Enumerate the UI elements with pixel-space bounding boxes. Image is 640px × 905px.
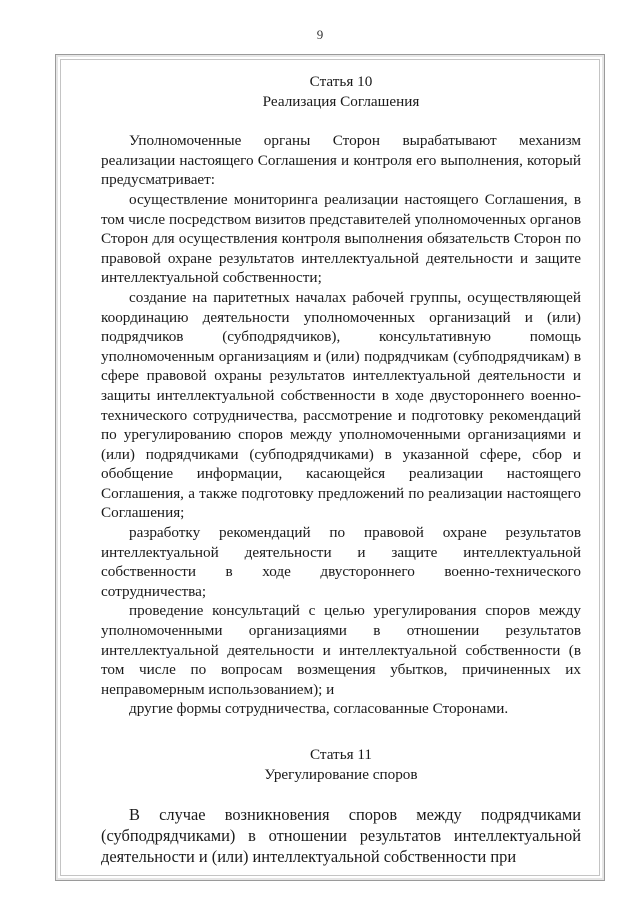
article-10-number: Статья 10: [309, 73, 373, 90]
document-body: [101, 72, 581, 867]
page-number: 9: [316, 27, 324, 42]
article-10-title: Реализация Соглашения: [262, 92, 420, 110]
article-11: [101, 745, 581, 867]
section-spacer: [101, 719, 581, 745]
article-10-paragraph-6: другие формы сотрудничества, согласованные Сторонами.: [129, 700, 509, 718]
article-10-paragraph-5: проведение консультаций с целью урегулирования споров между уполномоченными организациями в отношении результатов интеллектуальной деятельности и интеллектуальной собственности (в том числе по вопросам возмещения убытков, причиненных их неправомерным использованием); и: [101, 602, 581, 698]
article-11-body: [101, 804, 581, 867]
article-10-paragraph-3: создание на паритетных началах рабочей группы, осуществляющей координацию деятельности уполномоченных организаций и (или) подрядчиков (субподрядчиков), консультативную помощь уполномоченным организациям и (или) подрядчикам (субподрядчикам) в сфере правовой охраны результатов интеллектуальной деятельности и защиты интеллектуальной собственности в ходе двустороннего военно-технического сотрудничества, рассмотрение и подготовку рекомендаций по урегулированию споров между уполномоченными организациями и (или) подрядчиками (субподрядчиками) в указанной сфере, сбор и обобщение информации, касающейся реализации настоящего Соглашения, а также подготовку предложений по реализации настоящего Соглашения;: [101, 288, 581, 522]
article-10-paragraph-2: осуществление мониторинга реализации настоящего Соглашения, в том числе посредством визитов представителей уполномоченных органов Сторон для осуществления контроля выполнения обязательств Сторон по правовой охране результатов интеллектуальной деятельности и защите интеллектуальной собственности;: [101, 190, 581, 287]
article-11-title: Урегулирование споров: [264, 765, 418, 783]
article-10-paragraph-4: разработку рекомендаций по правовой охране результатов интеллектуальной деятельности и защите интеллектуальной собственности в ходе двустороннего военно-технического сотрудничества;: [101, 524, 581, 600]
article-10: [101, 72, 581, 719]
article-11-paragraph-1: В случае возникновения споров между подрядчиками (субподрядчиками) в отношении результатов интеллектуальной деятельности и (или) интеллектуальной собственности при: [101, 805, 581, 867]
article-10-paragraph-1: Уполномоченные органы Сторон вырабатывают механизм реализации настоящего Соглашения и контроля его выполнения, который предусматривает:: [101, 132, 581, 189]
article-11-number: Статья 11: [309, 746, 373, 763]
